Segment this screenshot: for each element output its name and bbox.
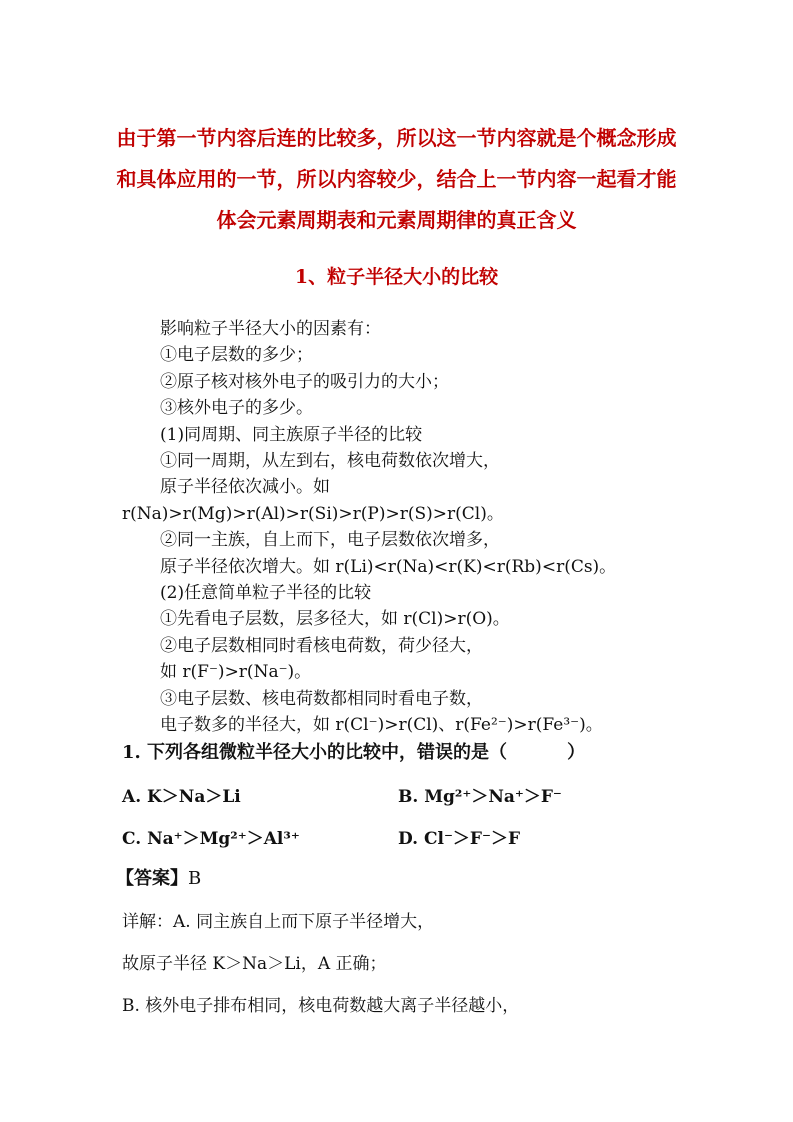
option-c: C. Na⁺＞Mg²⁺＞Al³⁺ bbox=[122, 829, 300, 849]
question-stem bbox=[122, 738, 585, 764]
note-line: ③核外电子的多少。 bbox=[160, 398, 313, 419]
intro-line: 由于第一节内容后连的比较多，所以这一节内容就是个概念形成 bbox=[116, 126, 677, 150]
notes-block bbox=[122, 316, 616, 739]
note-line: 如 r(F⁻)>r(Na⁻)。 bbox=[160, 662, 312, 683]
section-title: 1、粒子半径大小的比较 bbox=[294, 266, 499, 288]
question-text: 1. 下列各组微粒半径大小的比较中，错误的是（ bbox=[122, 742, 508, 763]
note-line: ①先看电子层数，层多径大，如 r(Cl)>r(O)。 bbox=[160, 609, 510, 630]
question-close-paren: ） bbox=[567, 742, 586, 763]
note-line: 原子半径依次增大。如 r(Li)<r(Na)<r(K)<r(Rb)<r(Cs)。 bbox=[160, 556, 617, 577]
explanation-line: 故原子半径 K＞Na＞Li，A 正确； bbox=[122, 954, 387, 974]
answer-tag: 【答案】 bbox=[116, 868, 188, 889]
explanation-line: 详解：A. 同主族自上而下原子半径增大， bbox=[122, 912, 435, 932]
option-a: A. K＞Na＞Li bbox=[122, 787, 241, 807]
note-line: 原子半径依次减小。如 bbox=[160, 477, 330, 498]
note-line: (1)同周期、同主族原子半径的比较 bbox=[160, 424, 423, 445]
note-line: 电子数多的半径大，如 r(Cl⁻)>r(Cl)、r(Fe²⁻)>r(Fe³⁻)。 bbox=[160, 715, 603, 736]
note-line: ②原子核对核外电子的吸引力的大小； bbox=[160, 371, 449, 392]
option-d: D. Cl⁻＞F⁻＞F bbox=[398, 829, 521, 849]
explanation-line: B. 核外电子排布相同，核电荷数越大离子半径越小， bbox=[122, 996, 520, 1016]
note-line: ①电子层数的多少； bbox=[160, 345, 313, 366]
note-line: 影响粒子半径大小的因素有： bbox=[160, 319, 381, 339]
note-line: ①同一周期，从左到右，核电荷数依次增大， bbox=[160, 451, 500, 472]
intro-paragraph bbox=[100, 118, 693, 241]
note-line: ③电子层数、核电荷数都相同时看电子数， bbox=[160, 688, 483, 709]
intro-line: 体会元素周期表和元素周期律的真正含义 bbox=[216, 208, 577, 232]
note-line: ②电子层数相同时看核电荷数，荷少径大， bbox=[160, 635, 483, 656]
note-line: ②同一主族，自上而下，电子层数依次增多， bbox=[160, 530, 500, 551]
answer-line bbox=[116, 864, 201, 890]
note-line: (2)任意简单粒子半径的比较 bbox=[160, 583, 372, 604]
answer-value: B bbox=[188, 868, 202, 889]
option-b: B. Mg²⁺＞Na⁺＞F⁻ bbox=[398, 787, 562, 807]
note-line: r(Na)>r(Mg)>r(Al)>r(Si)>r(P)>r(S)>r(Cl)。 bbox=[122, 503, 504, 524]
intro-line: 和具体应用的一节，所以内容较少，结合上一节内容一起看才能 bbox=[116, 167, 677, 191]
